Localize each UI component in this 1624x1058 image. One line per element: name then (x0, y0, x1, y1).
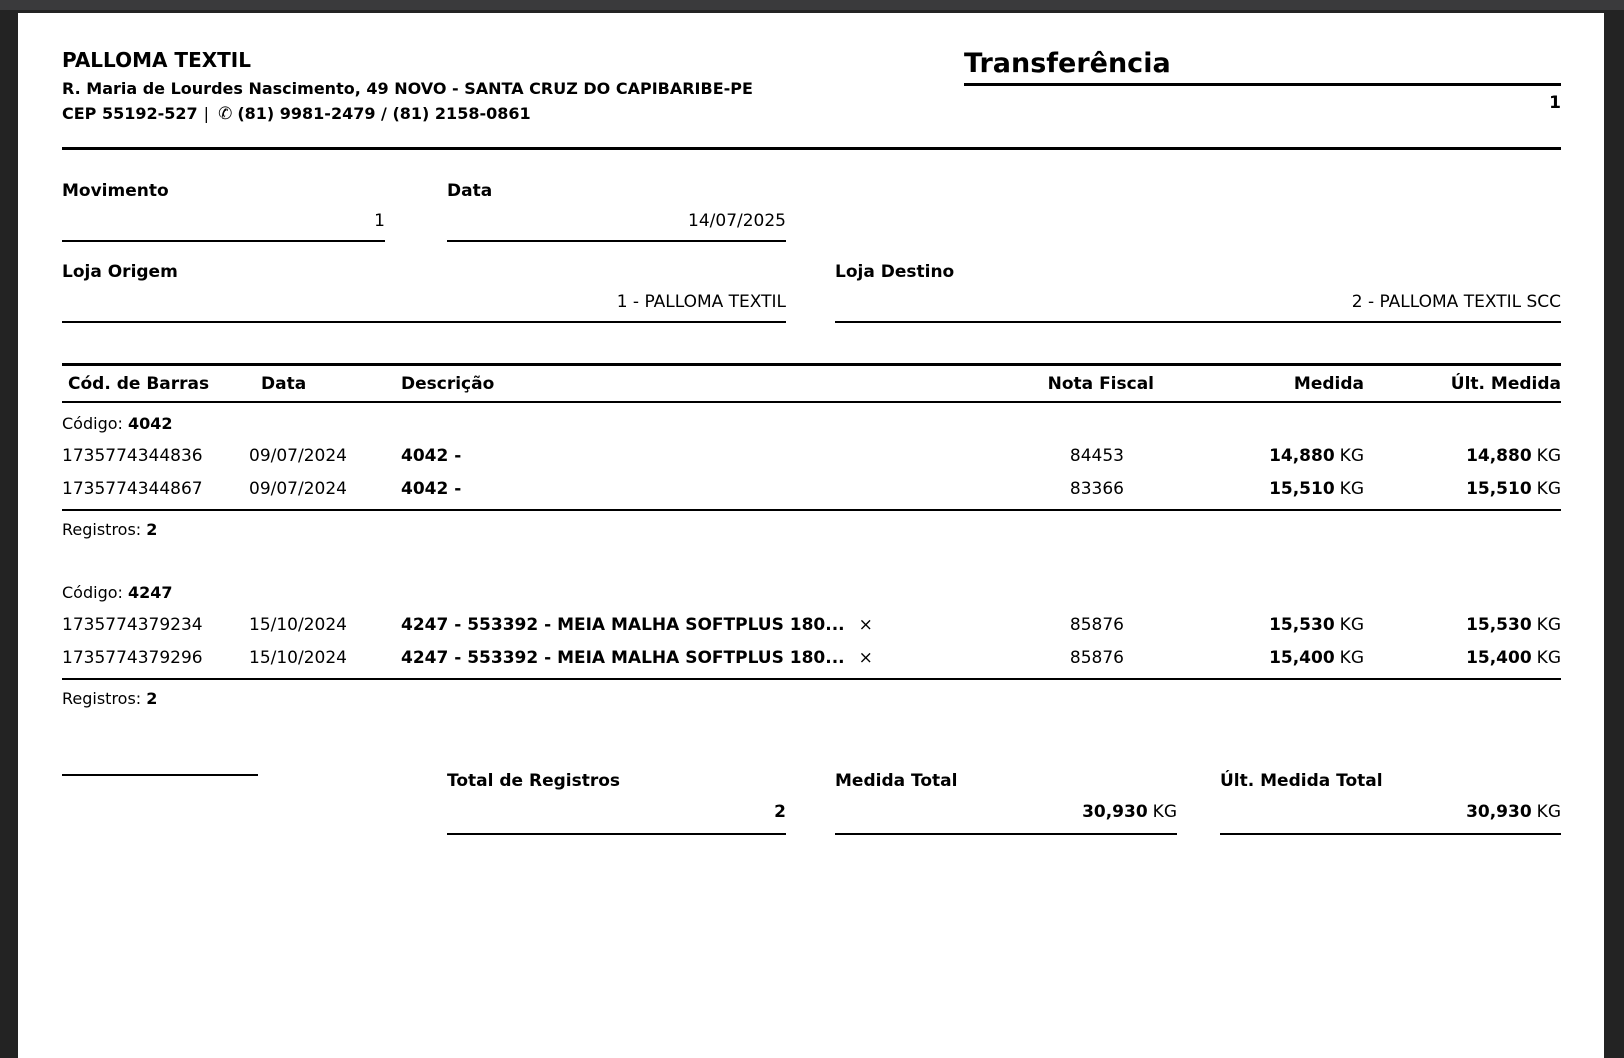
description-text: 4042 - (401, 446, 462, 466)
field-loja-destino-label: Loja Destino (835, 262, 955, 282)
table-row (62, 445, 1561, 467)
total-records-field (447, 770, 786, 835)
last-measure-unit: KG (1536, 648, 1561, 668)
field-data-value: 14/07/2025 (688, 211, 786, 231)
description-text: 4247 - 553392 - MEIA MALHA SOFTPLUS 180... (401, 648, 845, 668)
field-data (447, 181, 786, 242)
cell-measure (1154, 445, 1364, 467)
code-value: 4247 (128, 583, 173, 602)
total-last-measure-unit: KG (1536, 802, 1561, 822)
table-row (62, 614, 1561, 636)
group-end-rule (62, 509, 1561, 511)
cell-measure (1154, 647, 1364, 669)
measure-value: 15,400 (1269, 648, 1335, 668)
group-records-line (62, 519, 1561, 540)
group-code-line (62, 582, 1561, 603)
cell-date: 09/07/2024 (249, 479, 347, 499)
table-row (62, 478, 1561, 500)
cell-description (401, 647, 979, 669)
report-header (62, 48, 1561, 124)
company-address: R. Maria de Lourdes Nascimento, 49 NOVO - SANTA CRUZ DO CAPIBARIBE-PE (62, 79, 753, 98)
measure-value: 14,880 (1269, 446, 1335, 466)
group-end-rule (62, 678, 1561, 680)
total-measure-value (835, 801, 1177, 823)
field-loja-destino (835, 262, 1561, 323)
company-phones: (81) 9981-2479 / (81) 2158-0861 (237, 104, 531, 123)
phone-icon: ✆ (218, 104, 233, 124)
fields-row-1 (62, 181, 1561, 242)
cell-barcode: 1735774379234 (62, 615, 203, 635)
company-block (62, 48, 753, 124)
table-row (62, 647, 1561, 669)
header-invoice: Nota Fiscal (1047, 374, 1154, 394)
code-group-4247 (62, 582, 1561, 709)
total-measure-field (835, 770, 1177, 835)
last-measure-value: 15,530 (1466, 615, 1532, 635)
cell-invoice: 84453 (1069, 446, 1124, 466)
company-contact (62, 104, 753, 124)
total-last-measure-value (1220, 801, 1561, 823)
cell-barcode: 1735774344867 (62, 479, 203, 499)
cell-date: 09/07/2024 (249, 446, 347, 466)
cell-invoice: 85876 (1069, 615, 1124, 635)
field-data-label: Data (447, 181, 493, 201)
row-flag-x: × (858, 615, 873, 635)
cell-last-measure (1364, 614, 1561, 636)
company-cep: CEP 55192-527 (62, 104, 198, 123)
total-last-measure-number: 30,930 (1466, 802, 1532, 822)
measure-unit: KG (1339, 615, 1364, 635)
group-records-line (62, 688, 1561, 709)
total-records-label: Total de Registros (447, 771, 621, 791)
items-table (62, 363, 1561, 709)
title-block (964, 48, 1561, 113)
code-label: Código: (62, 414, 123, 433)
cell-date: 15/10/2024 (249, 615, 347, 635)
report-page (18, 13, 1604, 1058)
total-records-value: 2 (774, 802, 786, 822)
field-movimento-value: 1 (374, 211, 385, 231)
measure-unit: KG (1339, 479, 1364, 499)
last-measure-value: 15,400 (1466, 648, 1532, 668)
measure-unit: KG (1339, 446, 1364, 466)
code-value: 4042 (128, 414, 173, 433)
signature-line (62, 774, 258, 776)
cell-description (401, 445, 979, 467)
total-measure-number: 30,930 (1082, 802, 1148, 822)
records-label: Registros: (62, 520, 142, 539)
records-count: 2 (146, 520, 158, 539)
code-label: Código: (62, 583, 123, 602)
contact-separator: | (203, 104, 210, 123)
records-count: 2 (146, 689, 158, 708)
cell-barcode: 1735774379296 (62, 648, 203, 668)
total-measure-unit: KG (1152, 802, 1177, 822)
table-header (62, 366, 1561, 401)
header-divider (62, 147, 1561, 150)
measure-value: 15,530 (1269, 615, 1335, 635)
header-last-measure: Últ. Medida (1450, 374, 1561, 394)
field-loja-origem-label: Loja Origem (62, 262, 178, 282)
description-text: 4042 - (401, 479, 462, 499)
header-barcode: Cód. de Barras (68, 374, 210, 394)
row-flag-x: × (858, 648, 873, 668)
header-measure: Medida (1293, 374, 1364, 394)
cell-invoice: 85876 (1069, 648, 1124, 668)
total-last-measure-label: Últ. Medida Total (1220, 771, 1383, 791)
report-title: Transferência (964, 48, 1561, 86)
last-measure-unit: KG (1536, 615, 1561, 635)
header-date: Data (261, 374, 307, 394)
cell-description (401, 614, 979, 636)
field-movimento (62, 181, 385, 242)
measure-value: 15,510 (1269, 479, 1335, 499)
last-measure-value: 15,510 (1466, 479, 1532, 499)
cell-description (401, 478, 979, 500)
cell-measure (1154, 614, 1364, 636)
totals-row (62, 770, 1561, 835)
description-text: 4247 - 553392 - MEIA MALHA SOFTPLUS 180... (401, 615, 845, 635)
cell-last-measure (1364, 478, 1561, 500)
cell-measure (1154, 478, 1364, 500)
last-measure-unit: KG (1536, 479, 1561, 499)
cell-barcode: 1735774344836 (62, 446, 203, 466)
report-content (18, 13, 1604, 835)
viewer-top-strip (0, 0, 1624, 10)
total-measure-label: Medida Total (835, 771, 958, 791)
cell-last-measure (1364, 647, 1561, 669)
page-number: 1 (1549, 93, 1561, 113)
last-measure-unit: KG (1536, 446, 1561, 466)
total-last-measure-field (1220, 770, 1561, 835)
field-loja-origem (62, 262, 786, 323)
group-code-line (62, 413, 1561, 434)
measure-unit: KG (1339, 648, 1364, 668)
table-header-rule (62, 401, 1561, 403)
header-description: Descrição (401, 374, 495, 394)
records-label: Registros: (62, 689, 142, 708)
cell-date: 15/10/2024 (249, 648, 347, 668)
company-name: PALLOMA TEXTIL (62, 48, 251, 72)
field-loja-destino-value: 2 - PALLOMA TEXTIL SCC (1351, 292, 1561, 312)
fields-row-2 (62, 262, 1561, 323)
last-measure-value: 14,880 (1466, 446, 1532, 466)
cell-last-measure (1364, 445, 1561, 467)
cell-invoice: 83366 (1069, 479, 1124, 499)
field-loja-origem-value: 1 - PALLOMA TEXTIL (616, 292, 786, 312)
field-movimento-label: Movimento (62, 181, 169, 201)
code-group-4042 (62, 413, 1561, 540)
